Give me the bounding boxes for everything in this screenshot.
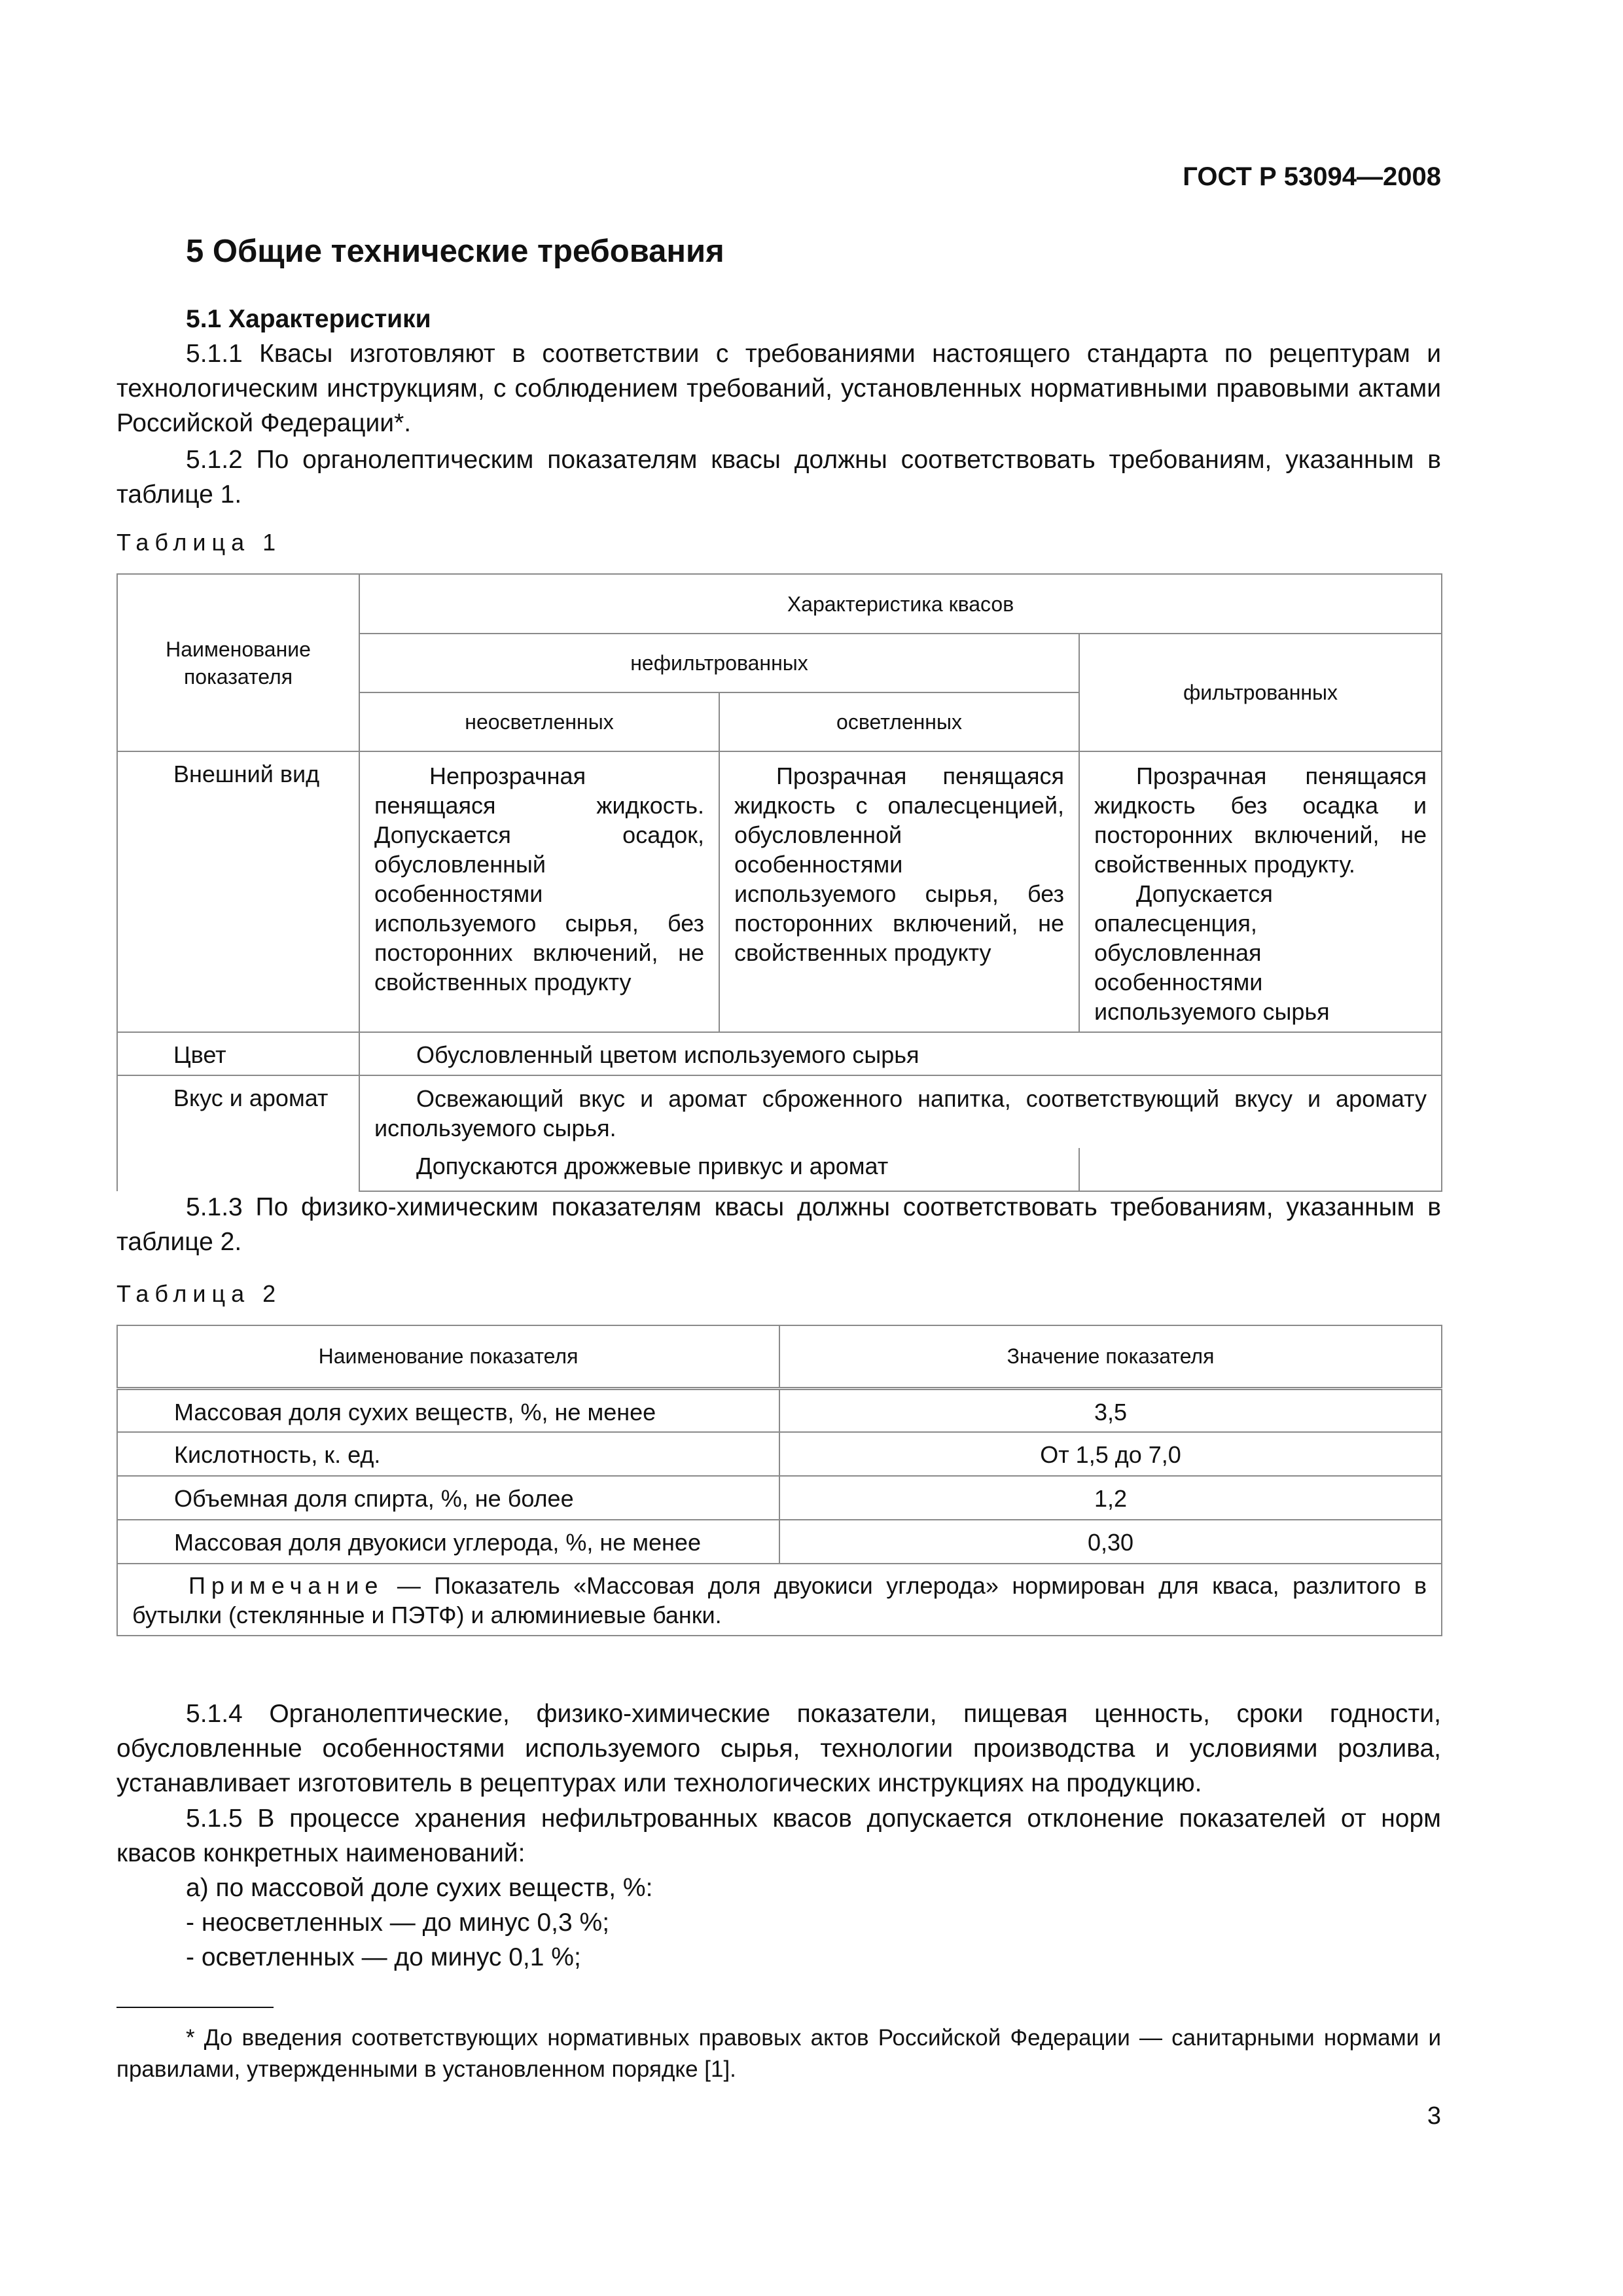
t2-row-name: Объемная доля спирта, %, не более [117, 1476, 779, 1520]
t1-header-group: Характеристика квасов [359, 574, 1442, 634]
t2-note-text: — Показатель «Массовая доля двуокиси углерода» нормирован для кваса, разлитого в бутылки (стеклянные и ПЭТФ) и алюминиевые банки. [132, 1572, 1427, 1628]
t2-row-name: Массовая доля двуокиси углерода, %, не менее [117, 1520, 779, 1564]
t1-color-value: Обусловленный цветом используемого сырья [359, 1032, 1442, 1075]
t1-header-filtered: фильтрованных [1079, 634, 1442, 751]
list-item: - неосветленных — до минус 0,3 %; [186, 1909, 610, 1937]
t2-row-value: 1,2 [779, 1476, 1442, 1520]
t2-row-value: От 1,5 до 7,0 [779, 1432, 1442, 1476]
t1-taste-value-2: Допускаются дрожжевые привкус и аромат [359, 1148, 1079, 1191]
subsection-title: 5.1 Характеристики [186, 305, 431, 333]
t2-header-value: Значение показателя [779, 1325, 1442, 1388]
t2-header-name: Наименование показателя [117, 1325, 779, 1388]
list-item-a: а) по массовой доле сухих веществ, %: [186, 1874, 653, 1902]
t1-appearance-clarified: Прозрачная пенящаяся жидкость с опалесценцией, обусловленной особенностями используемого сырья, без посторонних включений, не свойственных продукту [719, 751, 1079, 1032]
t1-appearance-unclarified: Непрозрачная пенящаяся жидкость. Допускается осадок, обусловленный особенностями используемого сырья, без посторонних включений, не свойственных продукту [359, 751, 719, 1032]
t1-appearance-filtered-2: Допускается опалесценция, обусловленная особенностями используемого сырья [1094, 880, 1330, 1025]
t1-row-appearance-label: Внешний вид [117, 751, 359, 1032]
footnote-separator [116, 2007, 274, 2008]
paragraph-5-1-4: 5.1.4 Органолептические, физико-химические показатели, пищевая ценность, сроки годности, обусловленные особенностями используемого сырья, технологии производства и условиями розлива, устанавливает изготовитель в рецептурах или технологических инструкциях на продукцию. [116, 1700, 1441, 1797]
footnote: * До введения соответствующих нормативных правовых актов Российской Федерации — санитарными нормами и правилами, утвержденными в установленном порядке [1]. [116, 2025, 1441, 2082]
t1-header-clarified: осветленных [719, 692, 1079, 751]
table-2 [116, 1325, 1442, 1636]
section-title: 5 Общие технические требования [186, 234, 724, 269]
t1-taste-empty-cell [1079, 1148, 1442, 1191]
table-1-caption: Таблица 1 [116, 529, 282, 556]
document-page [116, 0, 1441, 2296]
t1-appearance-filtered-1: Прозрачная пенящаяся жидкость без осадка и посторонних включений, не свойственных продукту. [1094, 762, 1427, 878]
table-2-caption: Таблица 2 [116, 1280, 282, 1307]
paragraph-5-1-3: 5.1.3 По физико-химическим показателям квасы должны соответствовать требованиям, указанным в таблице 2. [116, 1193, 1441, 1256]
t2-row-name: Массовая доля сухих веществ, %, не менее [117, 1388, 779, 1432]
t1-header-name: Наименование показателя [117, 574, 359, 751]
paragraph-5-1-1: 5.1.1 Квасы изготовляют в соответствии с требованиями настоящего стандарта по рецептурам и технологическим инструкциям, с соблюдением требований, установленных нормативными правовыми актами Российской Федерации*. [116, 340, 1441, 437]
t2-note-label: Примечание [188, 1572, 384, 1599]
t1-row-taste-label: Вкус и аромат [117, 1075, 359, 1191]
t1-header-unfiltered: нефильтрованных [359, 634, 1079, 692]
t2-row-value: 3,5 [779, 1388, 1442, 1432]
paragraph-5-1-5: 5.1.5 В процессе хранения нефильтрованных квасов допускается отклонение показателей от норм квасов конкретных наименований: [116, 1804, 1441, 1867]
t2-row-value: 0,30 [779, 1520, 1442, 1564]
paragraph-5-1-2: 5.1.2 По органолептическим показателям квасы должны соответствовать требованиям, указанным в таблице 1. [116, 446, 1441, 509]
table-1 [116, 573, 1442, 1192]
t2-row-name: Кислотность, к. ед. [117, 1432, 779, 1476]
page-number: 3 [1427, 2102, 1441, 2130]
t1-row-color-label: Цвет [117, 1032, 359, 1075]
t1-header-unclarified: неосветленных [359, 692, 719, 751]
t1-appearance-filtered [1079, 751, 1442, 1032]
t2-note [117, 1564, 1442, 1636]
t1-taste-value: Освежающий вкус и аромат сброженного напитка, соответствующий вкусу и аромату используемого сырья. [359, 1075, 1442, 1148]
standard-designation: ГОСТ Р 53094—2008 [1183, 162, 1441, 191]
list-item: - осветленных — до минус 0,1 %; [186, 1943, 581, 1971]
